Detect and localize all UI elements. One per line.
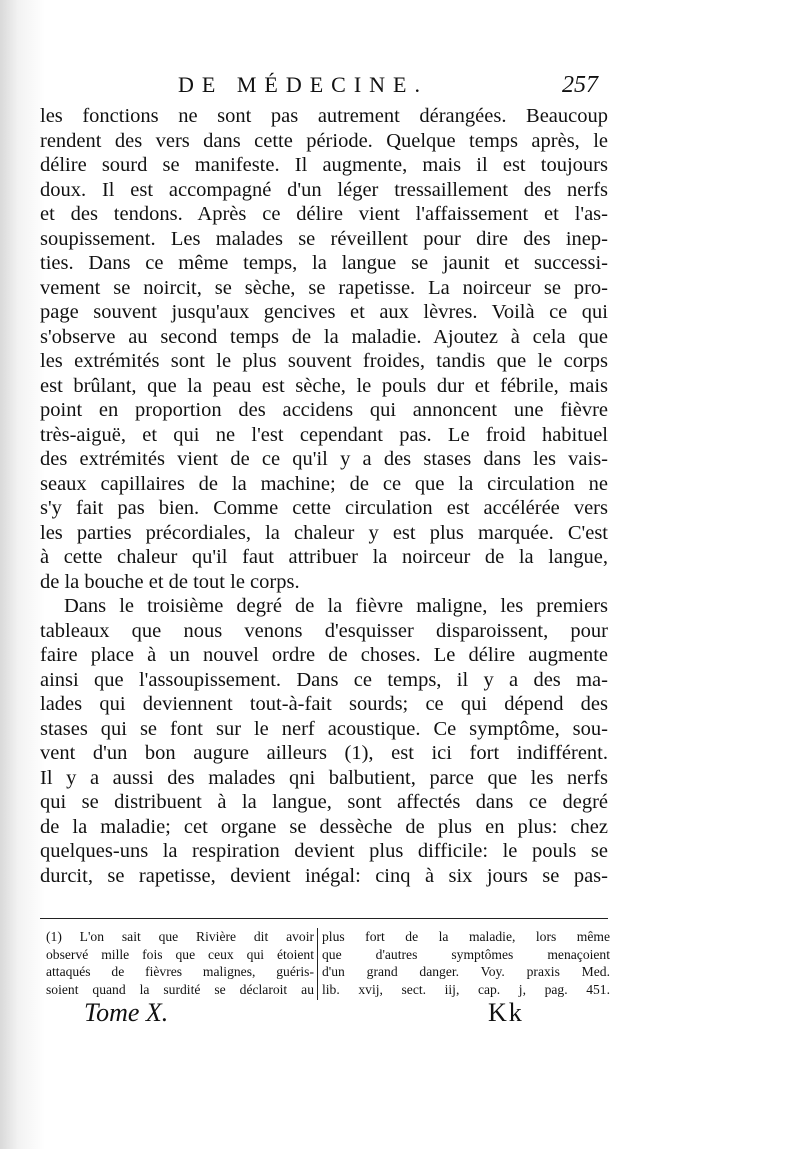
footnote-line: soient quand la surdité se déclaroit au [46,981,314,997]
text-line: vement se noircit, se sèche, se rapetisse. La noirceur se pro- [40,276,608,299]
text-line: quelques-uns la respiration devient plus difficile: le pouls se [40,840,608,862]
text-line: s'y fait pas bien. Comme cette circulation est accélérée vers [40,497,608,519]
paragraph-end-line: de la bouche et de tout le corps. [40,570,300,593]
footnote-divider [40,918,608,919]
text-line: point en proportion des accidens qui annoncent une fièvre [40,399,608,421]
text-line: les fonctions ne sont pas autrement dérangées. Beaucoup [40,105,608,127]
page-header [178,72,598,102]
text-line: doux. Il est accompagné d'un léger tressaillement des nerfs [40,178,608,201]
text-line: stases qui se font sur le nerf acoustique. Ce symptôme, sou- [40,717,608,740]
footnote-line: attaqués de fièvres malignes, guéris- [46,964,314,979]
paragraph-start-line: Dans le troisième degré de la fièvre maligne, les premiers [64,595,608,617]
footnote-line: (1) L'on sait que Rivière dit avoir [46,929,314,944]
text-line: qui se distribuent à la langue, sont affectés dans ce degré [40,791,608,813]
footnote-line: d'un grand danger. Voy. praxis Med. [322,964,610,979]
text-line: les extrémités sont le plus souvent froides, tandis que le corps [40,350,608,372]
text-line: durcit, se rapetisse, devient inégal: cinq à six jours se pas- [40,864,608,887]
text-line: page souvent jusqu'aux gencives et aux lèvres. Voilà ce qui [40,301,608,323]
footnote-line: observé mille fois que ceux qui étoient [46,946,314,962]
footnote-column-left [46,928,318,1000]
text-line: à cette chaleur qu'il faut attribuer la noirceur de la langue, [40,546,608,568]
text-line: soupissement. Les malades se réveillent pour dire des inep- [40,227,608,250]
text-line: ainsi que l'assoupissement. Dans ce temps, il y a des ma- [40,668,608,691]
text-line: les parties précordiales, la chaleur y est plus marquée. C'est [40,521,608,544]
text-line: rendent des vers dans cette période. Quelque temps après, le [40,129,608,152]
text-line: et des tendons. Après ce délire vient l'affaissement et l'as- [40,203,608,225]
page-number: 257 [562,72,598,98]
text-line: s'observe au second temps de la maladie. Ajoutez à cela que [40,325,608,348]
text-line: seaux capillaires de la machine; de ce que la circulation ne [40,472,608,495]
text-line: faire place à un nouvel ordre de choses. Le délire augmente [40,644,608,666]
footnote-column-right [322,928,610,1000]
text-line: délire sourd se manifeste. Il augmente, mais il est toujours [40,154,608,176]
text-line: de la maladie; cet organe se dessèche de plus en plus: chez [40,815,608,838]
main-text [40,104,608,888]
running-title: DE MÉDECINE. [178,72,428,97]
footnotes [46,928,608,1008]
text-line: est brûlant, que la peau est sèche, le pouls dur et fébrile, mais [40,374,608,397]
text-line: très-aiguë, et qui ne l'est cependant pas. Le froid habituel [40,423,608,446]
text-line: ties. Dans ce même temps, la langue se jaunit et successi- [40,252,608,274]
signature-mark: Kk [488,998,524,1027]
page-footer [84,998,524,1032]
text-line: tableaux que nous venons d'esquisser disparoissent, pour [40,619,608,642]
text-line: lades qui deviennent tout-à-fait sourds; ce qui dépend des [40,693,608,715]
text-line: Il y a aussi des malades qni balbutient, parce que les nerfs [40,766,608,789]
footnote-line: plus fort de la maladie, lors même [322,929,610,944]
text-line: vent d'un bon augure ailleurs (1), est ici fort indifférent. [40,742,608,764]
footnote-line: que d'autres symptômes menaçoient [322,946,610,962]
volume-label: Tome X. [84,998,169,1027]
text-line: des extrémités vient de ce qu'il y a des stases dans les vais- [40,448,608,470]
footnote-line: lib. xvij, sect. iij, cap. j, pag. 451. [322,981,610,997]
